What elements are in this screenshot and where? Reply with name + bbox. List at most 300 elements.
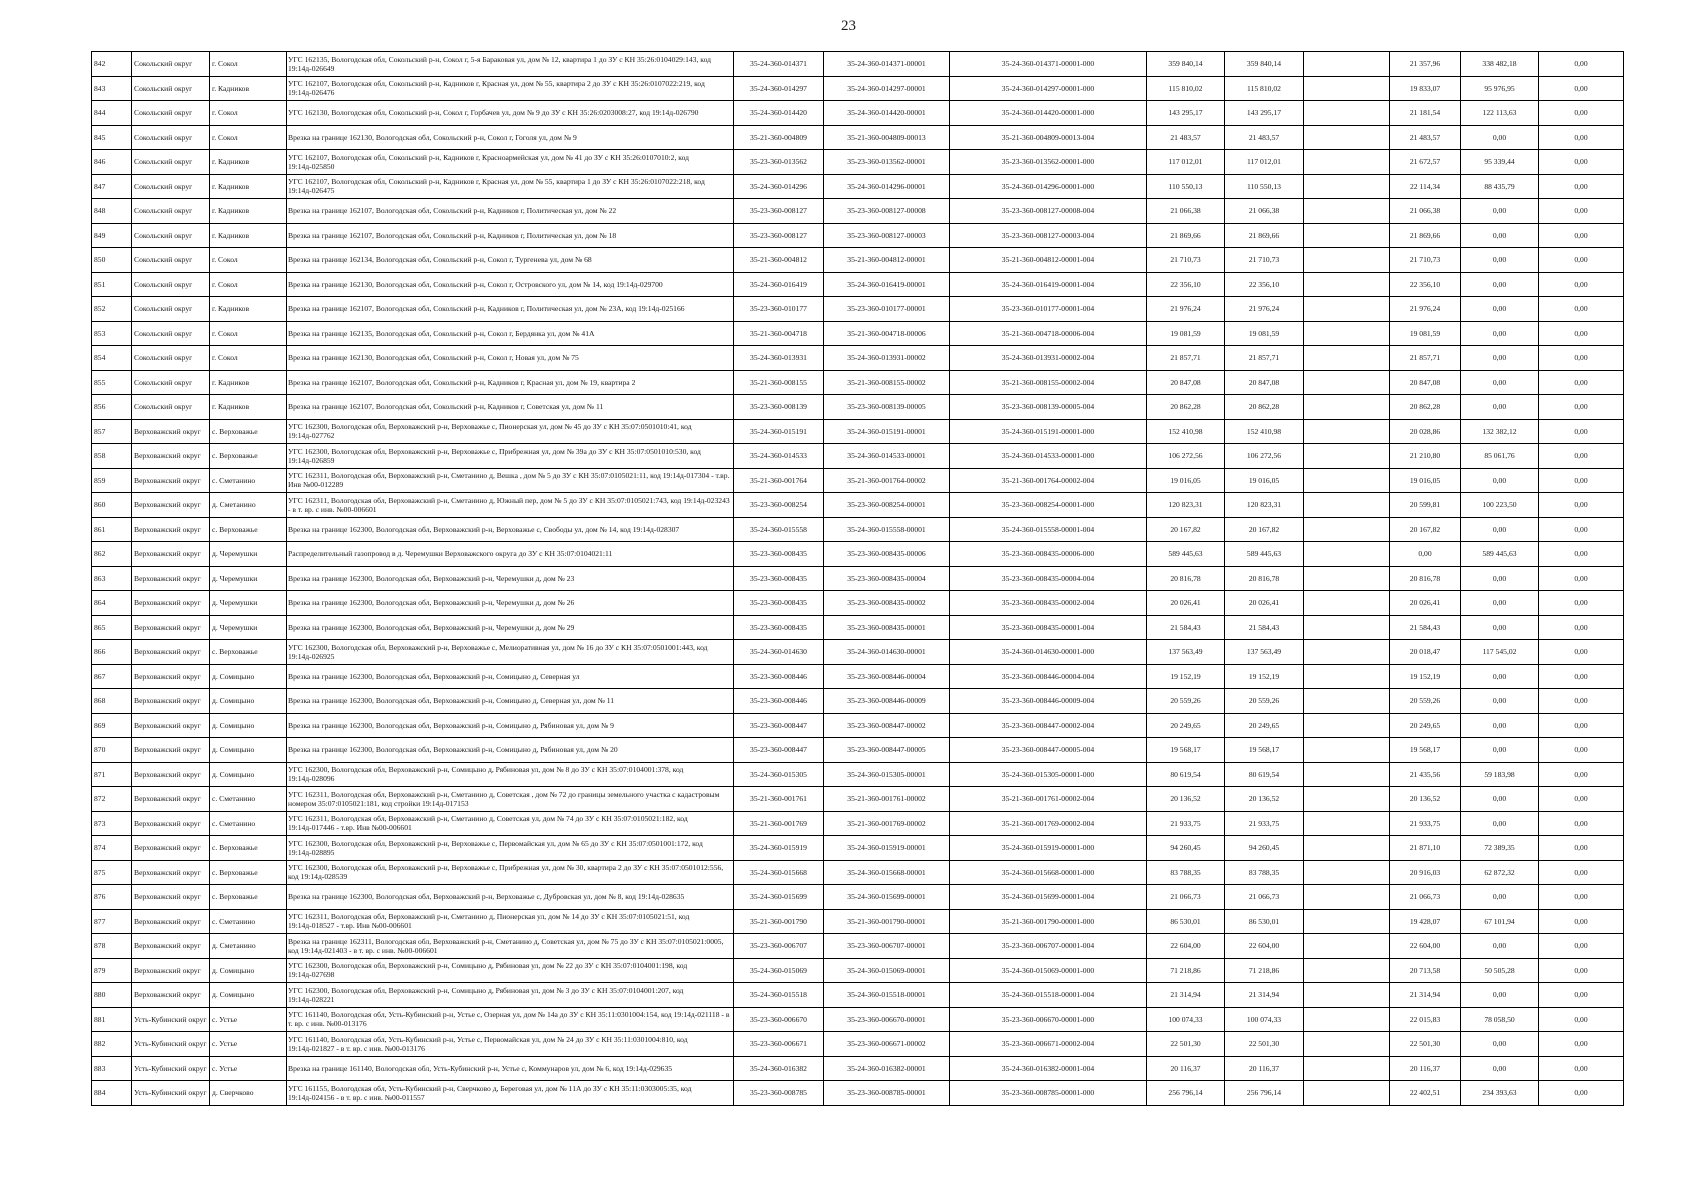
cell-asset-code: 35-23-360-008785-00001-000 bbox=[950, 1081, 1147, 1106]
cell-inventory-number: 35-24-360-014297 bbox=[734, 76, 824, 101]
cell-asset-code: 35-23-360-008435-00001-004 bbox=[950, 615, 1147, 640]
cell-asset-code: 35-24-360-014533-00001-000 bbox=[950, 444, 1147, 469]
cell-inventory-number: 35-21-360-001761 bbox=[734, 787, 824, 812]
cell-inventory-number: 35-21-360-001764 bbox=[734, 468, 824, 493]
cell-settlement: д. Сомицыно bbox=[210, 738, 287, 763]
cell-depreciation: 19 152,19 bbox=[1390, 664, 1461, 689]
cell-initial-cost: 110 550,13 bbox=[1147, 174, 1225, 199]
cell-residual-value: 338 482,18 bbox=[1461, 52, 1539, 77]
cell-asset-code: 35-21-360-001769-00002-004 bbox=[950, 811, 1147, 836]
cell-inventory-number: 35-23-360-008446 bbox=[734, 689, 824, 714]
cell-empty-column bbox=[1304, 52, 1390, 77]
cell-residual-value: 78 058,50 bbox=[1461, 1007, 1539, 1032]
cell-asset-code: 35-21-360-004809-00013-004 bbox=[950, 125, 1147, 150]
cell-object-code: 35-21-360-004812-00001 bbox=[824, 248, 950, 273]
cell-initial-cost: 21 933,75 bbox=[1147, 811, 1225, 836]
cell-settlement: с. Верховажье bbox=[210, 860, 287, 885]
cell-initial-cost: 71 218,86 bbox=[1147, 958, 1225, 983]
table-row bbox=[92, 762, 1624, 787]
cell-settlement: г. Сокол bbox=[210, 346, 287, 371]
table-row bbox=[92, 493, 1624, 518]
cell-district: Верховажский округ bbox=[132, 738, 210, 763]
cell-impairment: 0,00 bbox=[1539, 542, 1624, 567]
cell-object-code: 35-24-360-014630-00001 bbox=[824, 640, 950, 665]
table-body bbox=[92, 52, 1624, 1106]
cell-residual-value: 0,00 bbox=[1461, 713, 1539, 738]
cell-inventory-number: 35-24-360-015558 bbox=[734, 517, 824, 542]
cell-book-value: 19 016,05 bbox=[1225, 468, 1304, 493]
cell-object-code: 35-23-360-008435-00004 bbox=[824, 566, 950, 591]
cell-district: Верховажский округ bbox=[132, 762, 210, 787]
cell-asset-code: 35-21-360-004718-00006-004 bbox=[950, 321, 1147, 346]
cell-residual-value: 95 339,44 bbox=[1461, 150, 1539, 175]
cell-object-code: 35-24-360-015191-00001 bbox=[824, 419, 950, 444]
cell-book-value: 120 823,31 bbox=[1225, 493, 1304, 518]
cell-empty-column bbox=[1304, 101, 1390, 126]
cell-inventory-number: 35-23-360-006670 bbox=[734, 1007, 824, 1032]
cell-object-description: Врезка на границе 162300, Вологодская обл, Верховажский р-н, Сомицыно д, Рябиновая ул, дом № 20 bbox=[287, 738, 734, 763]
table-row bbox=[92, 199, 1624, 224]
table-row bbox=[92, 689, 1624, 714]
cell-row-number: 878 bbox=[92, 934, 132, 959]
cell-residual-value: 0,00 bbox=[1461, 346, 1539, 371]
cell-object-description: Врезка на границе 162300, Вологодская обл, Верховажский р-н, Сомицыно д, Северная ул bbox=[287, 664, 734, 689]
cell-depreciation: 21 314,94 bbox=[1390, 983, 1461, 1008]
cell-initial-cost: 21 710,73 bbox=[1147, 248, 1225, 273]
cell-settlement: г. Сокол bbox=[210, 52, 287, 77]
cell-depreciation: 21 066,38 bbox=[1390, 199, 1461, 224]
cell-initial-cost: 80 619,54 bbox=[1147, 762, 1225, 787]
cell-book-value: 21 483,57 bbox=[1225, 125, 1304, 150]
cell-inventory-number: 35-24-360-015699 bbox=[734, 885, 824, 910]
cell-impairment: 0,00 bbox=[1539, 934, 1624, 959]
cell-row-number: 866 bbox=[92, 640, 132, 665]
cell-empty-column bbox=[1304, 542, 1390, 567]
cell-impairment: 0,00 bbox=[1539, 125, 1624, 150]
cell-impairment: 0,00 bbox=[1539, 713, 1624, 738]
cell-asset-code: 35-24-360-015558-00001-004 bbox=[950, 517, 1147, 542]
cell-empty-column bbox=[1304, 591, 1390, 616]
cell-row-number: 861 bbox=[92, 517, 132, 542]
cell-inventory-number: 35-23-360-008447 bbox=[734, 738, 824, 763]
cell-empty-column bbox=[1304, 860, 1390, 885]
cell-depreciation: 21 869,66 bbox=[1390, 223, 1461, 248]
cell-depreciation: 21 672,57 bbox=[1390, 150, 1461, 175]
cell-depreciation: 20 018,47 bbox=[1390, 640, 1461, 665]
cell-residual-value: 0,00 bbox=[1461, 395, 1539, 420]
cell-initial-cost: 21 976,24 bbox=[1147, 297, 1225, 322]
cell-object-description: Врезка на границе 162130, Вологодская обл, Сокольский р-н, Сокол г, Новая ул, дом № 75 bbox=[287, 346, 734, 371]
cell-object-code: 35-23-360-006670-00001 bbox=[824, 1007, 950, 1032]
cell-object-description: УГС 162107, Вологодская обл, Сокольский р-н, Кадников г, Красная ул, дом № 55, квартира 1 до ЗУ с КН 35:26:0107022:218, код 19:14д-026475 bbox=[287, 174, 734, 199]
cell-district: Верховажский округ bbox=[132, 934, 210, 959]
cell-impairment: 0,00 bbox=[1539, 1081, 1624, 1106]
cell-object-code: 35-24-360-014371-00001 bbox=[824, 52, 950, 77]
cell-row-number: 850 bbox=[92, 248, 132, 273]
cell-impairment: 0,00 bbox=[1539, 248, 1624, 273]
cell-inventory-number: 35-23-360-008127 bbox=[734, 223, 824, 248]
cell-impairment: 0,00 bbox=[1539, 983, 1624, 1008]
table-row bbox=[92, 566, 1624, 591]
cell-object-code: 35-23-360-008435-00006 bbox=[824, 542, 950, 567]
cell-initial-cost: 19 568,17 bbox=[1147, 738, 1225, 763]
table-row bbox=[92, 811, 1624, 836]
cell-object-code: 35-23-360-008785-00001 bbox=[824, 1081, 950, 1106]
cell-asset-code: 35-24-360-014296-00001-000 bbox=[950, 174, 1147, 199]
cell-residual-value: 0,00 bbox=[1461, 297, 1539, 322]
cell-empty-column bbox=[1304, 713, 1390, 738]
cell-row-number: 846 bbox=[92, 150, 132, 175]
cell-object-description: УГС 162300, Вологодская обл, Верховажский р-н, Сомицыно д, Рябиновая ул, дом № 3 до ЗУ с КН 35:07:0104001:207, код 19:14д-028221 bbox=[287, 983, 734, 1008]
cell-row-number: 842 bbox=[92, 52, 132, 77]
cell-settlement: с. Верховажье bbox=[210, 885, 287, 910]
cell-object-description: Врезка на границе 162300, Вологодская обл, Верховажский р-н, Черемушки д, дом № 23 bbox=[287, 566, 734, 591]
cell-row-number: 843 bbox=[92, 76, 132, 101]
cell-object-code: 35-23-360-008435-00002 bbox=[824, 591, 950, 616]
cell-initial-cost: 20 167,82 bbox=[1147, 517, 1225, 542]
cell-row-number: 860 bbox=[92, 493, 132, 518]
cell-empty-column bbox=[1304, 419, 1390, 444]
cell-object-description: УГС 162300, Вологодская обл, Верховажский р-н, Верховажье с, Пионерская ул, дом № 45 до ЗУ с КН 35:07:0501010:41, код 19:14д-027762 bbox=[287, 419, 734, 444]
cell-residual-value: 59 183,98 bbox=[1461, 762, 1539, 787]
cell-impairment: 0,00 bbox=[1539, 517, 1624, 542]
cell-initial-cost: 120 823,31 bbox=[1147, 493, 1225, 518]
cell-empty-column bbox=[1304, 248, 1390, 273]
cell-impairment: 0,00 bbox=[1539, 1007, 1624, 1032]
cell-inventory-number: 35-24-360-016382 bbox=[734, 1056, 824, 1081]
cell-impairment: 0,00 bbox=[1539, 1032, 1624, 1057]
cell-initial-cost: 94 260,45 bbox=[1147, 836, 1225, 861]
cell-row-number: 857 bbox=[92, 419, 132, 444]
cell-inventory-number: 35-21-360-004812 bbox=[734, 248, 824, 273]
cell-row-number: 877 bbox=[92, 909, 132, 934]
cell-residual-value: 0,00 bbox=[1461, 1056, 1539, 1081]
cell-inventory-number: 35-24-360-014371 bbox=[734, 52, 824, 77]
cell-settlement: г. Сокол bbox=[210, 248, 287, 273]
table-row bbox=[92, 836, 1624, 861]
cell-settlement: д. Черемушки bbox=[210, 566, 287, 591]
cell-residual-value: 62 872,32 bbox=[1461, 860, 1539, 885]
cell-inventory-number: 35-24-360-015069 bbox=[734, 958, 824, 983]
cell-object-description: УГС 162107, Вологодская обл, Сокольский р-н, Кадников г, Красноармейская ул, дом № 41 до ЗУ с КН 35:26:0107010:2, код 19:14д-025850 bbox=[287, 150, 734, 175]
cell-settlement: г. Кадников bbox=[210, 370, 287, 395]
cell-residual-value: 0,00 bbox=[1461, 591, 1539, 616]
cell-residual-value: 72 389,35 bbox=[1461, 836, 1539, 861]
cell-object-description: Врезка на границе 162107, Вологодская обл, Сокольский р-н, Кадников г, Политическая ул, дом № 18 bbox=[287, 223, 734, 248]
cell-residual-value: 0,00 bbox=[1461, 370, 1539, 395]
cell-row-number: 862 bbox=[92, 542, 132, 567]
cell-book-value: 20 816,78 bbox=[1225, 566, 1304, 591]
cell-settlement: с. Верховажье bbox=[210, 640, 287, 665]
cell-residual-value: 0,00 bbox=[1461, 885, 1539, 910]
cell-object-description: Врезка на границе 162107, Вологодская обл, Сокольский р-н, Кадников г, Советская ул, дом № 11 bbox=[287, 395, 734, 420]
cell-inventory-number: 35-24-360-015191 bbox=[734, 419, 824, 444]
cell-depreciation: 20 713,58 bbox=[1390, 958, 1461, 983]
cell-inventory-number: 35-21-360-008155 bbox=[734, 370, 824, 395]
cell-district: Верховажский округ bbox=[132, 468, 210, 493]
cell-object-description: Врезка на границе 161140, Вологодская обл, Усть-Кубинский р-н, Устье с, Коммунаров ул, дом № 6, код 19:14д-029635 bbox=[287, 1056, 734, 1081]
cell-depreciation: 21 066,73 bbox=[1390, 885, 1461, 910]
cell-object-code: 35-21-360-004718-00006 bbox=[824, 321, 950, 346]
cell-empty-column bbox=[1304, 983, 1390, 1008]
cell-empty-column bbox=[1304, 199, 1390, 224]
cell-row-number: 867 bbox=[92, 664, 132, 689]
asset-register-table bbox=[91, 51, 1624, 1106]
cell-impairment: 0,00 bbox=[1539, 566, 1624, 591]
cell-residual-value: 132 382,12 bbox=[1461, 419, 1539, 444]
table-row bbox=[92, 1032, 1624, 1057]
cell-empty-column bbox=[1304, 615, 1390, 640]
cell-inventory-number: 35-21-360-004809 bbox=[734, 125, 824, 150]
cell-object-code: 35-23-360-008139-00005 bbox=[824, 395, 950, 420]
cell-object-code: 35-23-360-008447-00005 bbox=[824, 738, 950, 763]
cell-inventory-number: 35-23-360-008785 bbox=[734, 1081, 824, 1106]
cell-empty-column bbox=[1304, 1032, 1390, 1057]
cell-depreciation: 20 916,03 bbox=[1390, 860, 1461, 885]
cell-asset-code: 35-24-360-014630-00001-000 bbox=[950, 640, 1147, 665]
cell-book-value: 19 568,17 bbox=[1225, 738, 1304, 763]
cell-district: Сокольский округ bbox=[132, 297, 210, 322]
cell-district: Сокольский округ bbox=[132, 101, 210, 126]
cell-initial-cost: 19 081,59 bbox=[1147, 321, 1225, 346]
cell-asset-code: 35-21-360-001761-00002-004 bbox=[950, 787, 1147, 812]
cell-impairment: 0,00 bbox=[1539, 909, 1624, 934]
cell-depreciation: 0,00 bbox=[1390, 542, 1461, 567]
cell-object-code: 35-21-360-004809-00013 bbox=[824, 125, 950, 150]
cell-residual-value: 0,00 bbox=[1461, 615, 1539, 640]
cell-initial-cost: 86 530,01 bbox=[1147, 909, 1225, 934]
cell-residual-value: 0,00 bbox=[1461, 199, 1539, 224]
cell-row-number: 883 bbox=[92, 1056, 132, 1081]
cell-empty-column bbox=[1304, 787, 1390, 812]
cell-settlement: д. Сомицыно bbox=[210, 958, 287, 983]
cell-object-description: Врезка на границе 162300, Вологодская обл, Верховажский р-н, Черемушки д, дом № 26 bbox=[287, 591, 734, 616]
cell-district: Верховажский округ bbox=[132, 885, 210, 910]
cell-residual-value: 0,00 bbox=[1461, 468, 1539, 493]
cell-row-number: 868 bbox=[92, 689, 132, 714]
cell-district: Верховажский округ bbox=[132, 713, 210, 738]
cell-book-value: 71 218,86 bbox=[1225, 958, 1304, 983]
cell-district: Верховажский округ bbox=[132, 909, 210, 934]
cell-object-description: УГС 162311, Вологодская обл, Верховажский р-н, Сметанино д, Пионерская ул, дом № 14 до ЗУ с КН 35:07:0105021:51, код 19:14д-018527 - т.вр. Инв №00-006601 bbox=[287, 909, 734, 934]
cell-object-description: УГС 162135, Вологодская обл, Сокольский р-н, Сокол г, 5-я Бараковая ул, дом № 12, квартира 1 до ЗУ с КН 35:26:0104029:143, код 19:14д-026649 bbox=[287, 52, 734, 77]
cell-row-number: 847 bbox=[92, 174, 132, 199]
cell-residual-value: 0,00 bbox=[1461, 1032, 1539, 1057]
cell-book-value: 589 445,63 bbox=[1225, 542, 1304, 567]
cell-object-code: 35-24-360-015305-00001 bbox=[824, 762, 950, 787]
cell-empty-column bbox=[1304, 272, 1390, 297]
cell-impairment: 0,00 bbox=[1539, 615, 1624, 640]
cell-book-value: 21 976,24 bbox=[1225, 297, 1304, 322]
cell-asset-code: 35-24-360-014420-00001-000 bbox=[950, 101, 1147, 126]
cell-row-number: 876 bbox=[92, 885, 132, 910]
cell-empty-column bbox=[1304, 346, 1390, 371]
table-row bbox=[92, 934, 1624, 959]
cell-row-number: 853 bbox=[92, 321, 132, 346]
cell-depreciation: 21 181,54 bbox=[1390, 101, 1461, 126]
cell-object-description: Распределительный газопровод в д. Черемушки Верховажского округа до ЗУ с КН 35:07:0104021:11 bbox=[287, 542, 734, 567]
cell-book-value: 110 550,13 bbox=[1225, 174, 1304, 199]
cell-book-value: 19 152,19 bbox=[1225, 664, 1304, 689]
cell-book-value: 20 167,82 bbox=[1225, 517, 1304, 542]
cell-inventory-number: 35-23-360-008446 bbox=[734, 664, 824, 689]
cell-depreciation: 21 871,10 bbox=[1390, 836, 1461, 861]
cell-impairment: 0,00 bbox=[1539, 689, 1624, 714]
cell-initial-cost: 117 012,01 bbox=[1147, 150, 1225, 175]
cell-asset-code: 35-23-360-008446-00004-004 bbox=[950, 664, 1147, 689]
cell-empty-column bbox=[1304, 689, 1390, 714]
cell-row-number: 844 bbox=[92, 101, 132, 126]
cell-object-code: 35-24-360-015668-00001 bbox=[824, 860, 950, 885]
cell-initial-cost: 21 483,57 bbox=[1147, 125, 1225, 150]
cell-impairment: 0,00 bbox=[1539, 640, 1624, 665]
cell-book-value: 21 857,71 bbox=[1225, 346, 1304, 371]
cell-book-value: 115 810,02 bbox=[1225, 76, 1304, 101]
cell-book-value: 21 869,66 bbox=[1225, 223, 1304, 248]
cell-settlement: с. Верховажье bbox=[210, 836, 287, 861]
cell-book-value: 143 295,17 bbox=[1225, 101, 1304, 126]
cell-inventory-number: 35-23-360-008435 bbox=[734, 566, 824, 591]
cell-inventory-number: 35-24-360-015668 bbox=[734, 860, 824, 885]
cell-impairment: 0,00 bbox=[1539, 493, 1624, 518]
cell-asset-code: 35-24-360-015069-00001-000 bbox=[950, 958, 1147, 983]
cell-district: Сокольский округ bbox=[132, 125, 210, 150]
cell-book-value: 106 272,56 bbox=[1225, 444, 1304, 469]
cell-object-description: Врезка на границе 162107, Вологодская обл, Сокольский р-н, Кадников г, Политическая ул, дом № 23А, код 19:14д-025166 bbox=[287, 297, 734, 322]
cell-impairment: 0,00 bbox=[1539, 395, 1624, 420]
cell-residual-value: 0,00 bbox=[1461, 738, 1539, 763]
cell-object-description: Врезка на границе 162300, Вологодская обл, Верховажский р-н, Верховажье с, Свободы ул, дом № 14, код 19:14д-028307 bbox=[287, 517, 734, 542]
cell-book-value: 94 260,45 bbox=[1225, 836, 1304, 861]
cell-object-description: Врезка на границе 162107, Вологодская обл, Сокольский р-н, Кадников г, Политическая ул, дом № 22 bbox=[287, 199, 734, 224]
cell-district: Сокольский округ bbox=[132, 321, 210, 346]
cell-settlement: с. Устье bbox=[210, 1007, 287, 1032]
cell-initial-cost: 115 810,02 bbox=[1147, 76, 1225, 101]
cell-asset-code: 35-24-360-016419-00001-004 bbox=[950, 272, 1147, 297]
cell-empty-column bbox=[1304, 664, 1390, 689]
cell-initial-cost: 256 796,14 bbox=[1147, 1081, 1225, 1106]
cell-object-description: Врезка на границе 162300, Вологодская обл, Верховажский р-н, Сомицыно д, Северная ул, дом № 11 bbox=[287, 689, 734, 714]
cell-asset-code: 35-24-360-015518-00001-004 bbox=[950, 983, 1147, 1008]
cell-settlement: с. Сметанино bbox=[210, 468, 287, 493]
cell-district: Сокольский округ bbox=[132, 174, 210, 199]
cell-row-number: 881 bbox=[92, 1007, 132, 1032]
cell-district: Верховажский округ bbox=[132, 787, 210, 812]
cell-residual-value: 67 101,94 bbox=[1461, 909, 1539, 934]
cell-book-value: 20 026,41 bbox=[1225, 591, 1304, 616]
cell-asset-code: 35-23-360-008127-00008-004 bbox=[950, 199, 1147, 224]
cell-district: Верховажский округ bbox=[132, 836, 210, 861]
cell-depreciation: 21 976,24 bbox=[1390, 297, 1461, 322]
cell-row-number: 854 bbox=[92, 346, 132, 371]
cell-inventory-number: 35-23-360-008254 bbox=[734, 493, 824, 518]
cell-object-description: Врезка на границе 162130, Вологодская обл, Сокольский р-н, Сокол г, Гоголя ул, дом № 9 bbox=[287, 125, 734, 150]
cell-object-description: УГС 161140, Вологодская обл, Усть-Кубинский р-н, Устье с, Озерная ул, дом № 14а до ЗУ с КН 35:11:0301004:154, код 19:14д-021118 - в т. вр. с инв. №00-013176 bbox=[287, 1007, 734, 1032]
cell-object-description: УГС 162130, Вологодская обл, Сокольский р-н, Сокол г, Горбачев ул, дом № 9 до ЗУ с КН 35:26:0203008:27, код 19:14д-026790 bbox=[287, 101, 734, 126]
cell-residual-value: 85 061,76 bbox=[1461, 444, 1539, 469]
cell-initial-cost: 20 816,78 bbox=[1147, 566, 1225, 591]
cell-object-code: 35-24-360-016382-00001 bbox=[824, 1056, 950, 1081]
cell-depreciation: 20 028,86 bbox=[1390, 419, 1461, 444]
cell-row-number: 858 bbox=[92, 444, 132, 469]
table-row bbox=[92, 76, 1624, 101]
cell-empty-column bbox=[1304, 1081, 1390, 1106]
table-row bbox=[92, 297, 1624, 322]
cell-object-code: 35-23-360-008127-00003 bbox=[824, 223, 950, 248]
cell-book-value: 20 136,52 bbox=[1225, 787, 1304, 812]
cell-object-code: 35-23-360-008447-00002 bbox=[824, 713, 950, 738]
cell-impairment: 0,00 bbox=[1539, 76, 1624, 101]
table-row bbox=[92, 664, 1624, 689]
cell-empty-column bbox=[1304, 150, 1390, 175]
cell-residual-value: 0,00 bbox=[1461, 934, 1539, 959]
cell-settlement: г. Сокол bbox=[210, 125, 287, 150]
cell-initial-cost: 20 847,08 bbox=[1147, 370, 1225, 395]
cell-inventory-number: 35-23-360-008447 bbox=[734, 713, 824, 738]
table-row bbox=[92, 444, 1624, 469]
cell-initial-cost: 20 559,26 bbox=[1147, 689, 1225, 714]
cell-inventory-number: 35-23-360-008127 bbox=[734, 199, 824, 224]
cell-district: Верховажский округ bbox=[132, 419, 210, 444]
cell-residual-value: 95 976,95 bbox=[1461, 76, 1539, 101]
cell-depreciation: 20 847,08 bbox=[1390, 370, 1461, 395]
cell-inventory-number: 35-24-360-015919 bbox=[734, 836, 824, 861]
cell-initial-cost: 106 272,56 bbox=[1147, 444, 1225, 469]
table-row bbox=[92, 1081, 1624, 1106]
cell-empty-column bbox=[1304, 566, 1390, 591]
cell-empty-column bbox=[1304, 517, 1390, 542]
cell-inventory-number: 35-21-360-001769 bbox=[734, 811, 824, 836]
cell-book-value: 20 116,37 bbox=[1225, 1056, 1304, 1081]
cell-district: Сокольский округ bbox=[132, 248, 210, 273]
cell-row-number: 870 bbox=[92, 738, 132, 763]
cell-object-code: 35-24-360-013931-00002 bbox=[824, 346, 950, 371]
table-row bbox=[92, 738, 1624, 763]
cell-book-value: 21 933,75 bbox=[1225, 811, 1304, 836]
cell-initial-cost: 137 563,49 bbox=[1147, 640, 1225, 665]
table-row bbox=[92, 125, 1624, 150]
cell-settlement: д. Сомицыно bbox=[210, 664, 287, 689]
cell-asset-code: 35-24-360-016382-00001-004 bbox=[950, 1056, 1147, 1081]
cell-empty-column bbox=[1304, 493, 1390, 518]
cell-asset-code: 35-21-360-001764-00002-004 bbox=[950, 468, 1147, 493]
cell-book-value: 80 619,54 bbox=[1225, 762, 1304, 787]
cell-impairment: 0,00 bbox=[1539, 468, 1624, 493]
cell-residual-value: 0,00 bbox=[1461, 983, 1539, 1008]
cell-asset-code: 35-21-360-008155-00002-004 bbox=[950, 370, 1147, 395]
cell-row-number: 863 bbox=[92, 566, 132, 591]
cell-depreciation: 19 568,17 bbox=[1390, 738, 1461, 763]
table-row bbox=[92, 983, 1624, 1008]
table-row bbox=[92, 640, 1624, 665]
page-number: 23 bbox=[841, 18, 856, 34]
table-row bbox=[92, 223, 1624, 248]
cell-object-description: Врезка на границе 162311, Вологодская обл, Верховажский р-н, Сметанино д, Советская ул, дом № 75 до ЗУ с КН 35:07:0105021:0005, код 19:14д-021403 - в т. вр. с инв. №00-006601 bbox=[287, 934, 734, 959]
cell-asset-code: 35-23-360-006670-00001-000 bbox=[950, 1007, 1147, 1032]
cell-residual-value: 50 505,28 bbox=[1461, 958, 1539, 983]
cell-depreciation: 20 116,37 bbox=[1390, 1056, 1461, 1081]
cell-residual-value: 0,00 bbox=[1461, 125, 1539, 150]
cell-depreciation: 20 816,78 bbox=[1390, 566, 1461, 591]
cell-settlement: г. Кадников bbox=[210, 199, 287, 224]
cell-inventory-number: 35-23-360-008435 bbox=[734, 615, 824, 640]
cell-district: Сокольский округ bbox=[132, 395, 210, 420]
cell-object-code: 35-23-360-008254-00001 bbox=[824, 493, 950, 518]
cell-asset-code: 35-24-360-015191-00001-000 bbox=[950, 419, 1147, 444]
cell-settlement: д. Сметанино bbox=[210, 934, 287, 959]
cell-object-description: УГС 161155, Вологодская обл, Усть-Кубинский р-н, Сверчково д, Береговая ул, дом № 11А до ЗУ с КН 35:11:0303005:35, код 19:14д-024156 - в т. вр. с инв. №00-011557 bbox=[287, 1081, 734, 1106]
cell-row-number: 882 bbox=[92, 1032, 132, 1057]
